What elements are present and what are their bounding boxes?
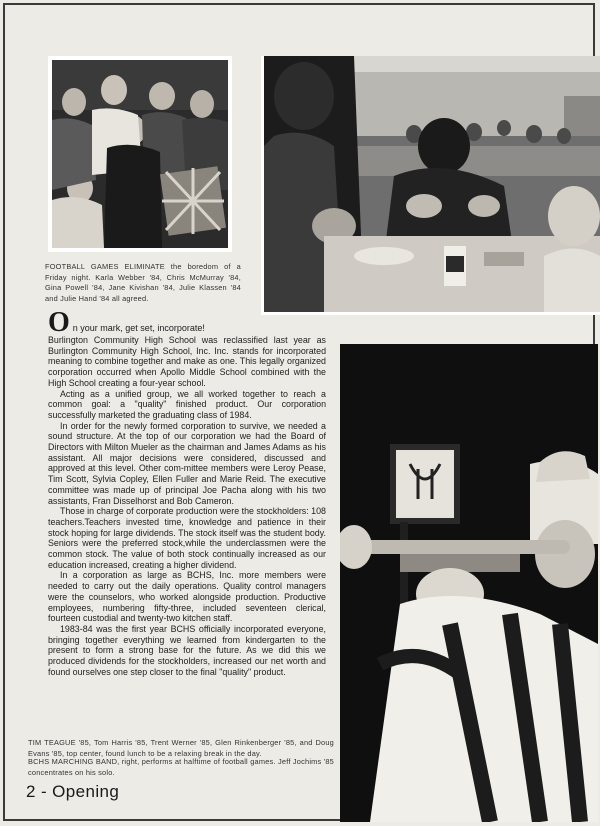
article-paragraph: In a corporation as large as BCHS, Inc. more members were needed to carry out the daily operations. Quality control managers were the counselors, who worked alongside production. Productive employees, numbering fifty-three, included seventeen clerical, fourteen custodial and twenty-two kitchen staff. [48,570,326,624]
football-group-photo [48,56,232,252]
band-caption: BCHS MARCHING BAND, right, performs at halftime of football games. Jeff Jochims '85 concentrates on his solo. [28,757,334,777]
football-caption: FOOTBALL GAMES ELIMINATE the boredom of a Friday night. Karla Webber '84, Chris McMurray '84, Gina Powell '84, Jane Kivishan '84, Julie Klassen '84 and Julie Hand '84 all agreed. [45,262,241,303]
article-paragraph: Acting as a unified group, we all worked together to reach a common goal: a "quality" finished product. Our corporation successfully marketed the graduating class of 1984. [48,388,326,420]
article-lead [48,307,326,338]
lunch-caption: TIM TEAGUE '85, Tom Harris '85, Trent Werner '85, Glen Rinkenberger '85, and Doug Evans '85, top center, found lunch to be a relaxing break in the day. [28,738,334,758]
article-paragraph: Burlington Community High School was reclassified last year as Burlington Community High School, Inc. Inc. stands for incorporated meaning to combine together and make as one. This legally organized corporation occurred when Apollo Middle School combined with the High School creating a four-year school. [48,335,326,388]
article-paragraph: Those in charge of corporate production were the stockholders: 108 teachers.Teachers invested time, knowledge and patience in their stock hoping for large dividends. The stock itself was the student body. Seniors were the preferred stock,while the underclassmen were the common stock. The value of both stock continually increased as our education increased, creating a higher dividend. [48,506,326,570]
marching-band-photo [340,344,598,822]
article-paragraph: In order for the newly formed corporation to survive, we needed a sound structure. At the top of our corporation we had the Board of Directors with Milton Mueler as the chairman and James Adams as his assistant. All major decisions were considered, discussed and approved at this level. Other com-mittee members were Leroy Pease, Tim Scott, Sylvia Copley, Ellen Fuller and Marie Reid. The executive committee was made up of principal Joe Pacha along with his two assistants, Fran Disselhorst and Bob Cameron. [48,420,326,506]
drop-cap: O [48,307,70,338]
lead-line: n your mark, get set, incorporate! [72,323,205,333]
article-paragraph: 1983-84 was the first year BCHS officially incorporated everyone, bringing together everything we learned from kindergarten to the present to form a strong base for the future. As we did this we produced dividends for the stockholders, increased our net worth and found ourselves one step closer to the final "quality" product. [48,623,326,677]
article-body [48,307,326,678]
page-folio: 2 - Opening [26,782,120,801]
cafeteria-lunch-photo [261,56,600,315]
